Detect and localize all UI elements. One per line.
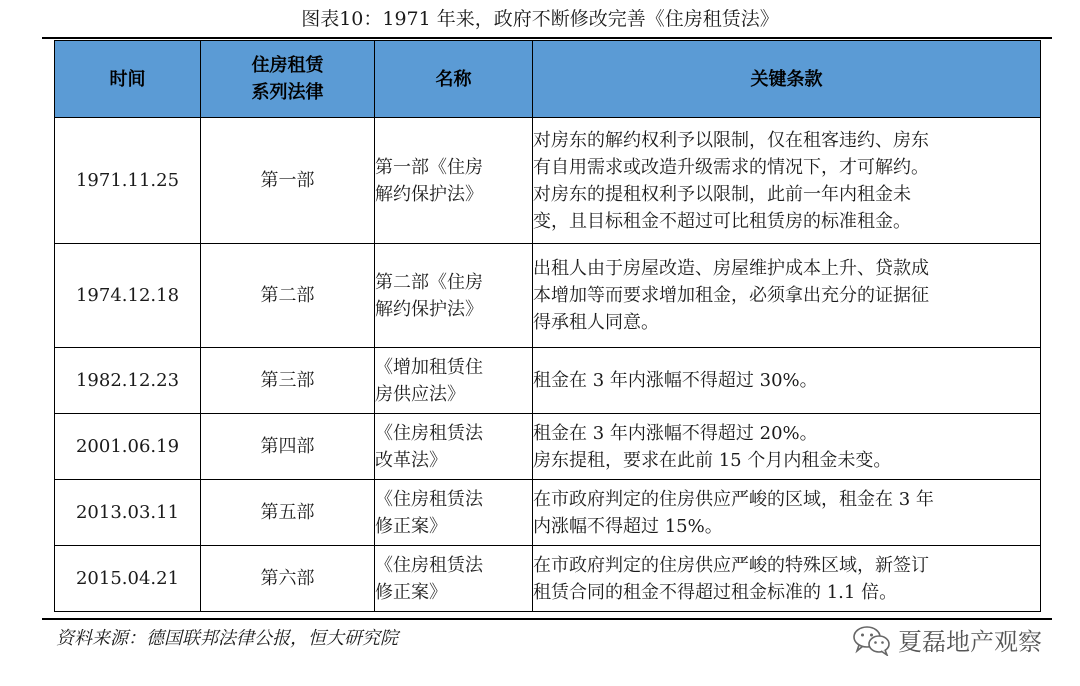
table-row (55, 414, 1041, 480)
table-header-row (55, 41, 1041, 118)
cell-name (375, 348, 533, 414)
cell-time: 1982.12.23 (55, 348, 201, 414)
clause-line: 变，且目标租金不超过可比租赁房的标准租金。 (533, 210, 911, 232)
wechat-icon (852, 624, 892, 656)
name-line: 解约保护法》 (375, 183, 483, 205)
clause-line: 在市政府判定的住房供应严峻的区域，租金在 3 年 (533, 488, 934, 510)
table-row (55, 118, 1041, 244)
cell-time: 1974.12.18 (55, 244, 201, 348)
cell-time: 2001.06.19 (55, 414, 201, 480)
name-line: 改革法》 (375, 449, 447, 471)
top-rule (42, 37, 1052, 39)
cell-time: 2015.04.21 (55, 546, 201, 612)
cell-name (375, 118, 533, 244)
clause-line: 内涨幅不得超过 15%。 (533, 515, 723, 537)
clause-line: 房东提租，要求在此前 15 个月内租金未变。 (533, 449, 892, 471)
clause-line: 本增加等而要求增加租金，必须拿出充分的证据征 (533, 285, 929, 306)
cell-clause (533, 244, 1041, 348)
header-clause: 关键条款 (533, 41, 1041, 118)
cell-clause (533, 118, 1041, 244)
bottom-rule (42, 618, 1052, 620)
clause-line: 租金在 3 年内涨幅不得超过 20%。 (533, 422, 818, 444)
cell-series: 第六部 (201, 546, 375, 612)
header-name: 名称 (375, 41, 533, 118)
source-note: 资料来源：德国联邦法律公报，恒大研究院 (56, 628, 398, 649)
header-series-line2: 系列法律 (251, 82, 324, 103)
clause-line: 租金在 3 年内涨幅不得超过 30%。 (533, 370, 818, 391)
cell-name (375, 244, 533, 348)
name-line: 第一部《住房 (375, 156, 483, 178)
cell-clause (533, 348, 1041, 414)
table-row (55, 348, 1041, 414)
cell-series: 第三部 (201, 348, 375, 414)
clause-line: 有自用需求或改造升级需求的情况下，才可解约。 (533, 156, 929, 178)
cell-series: 第二部 (201, 244, 375, 348)
cell-clause (533, 480, 1041, 546)
table-row (55, 546, 1041, 612)
cell-time: 2013.03.11 (55, 480, 201, 546)
cell-name (375, 414, 533, 480)
watermark (852, 622, 1042, 657)
clause-line: 租赁合同的租金不得超过租金标准的 1.1 倍。 (533, 581, 898, 603)
table-row (55, 244, 1041, 348)
watermark-text: 夏磊地产观察 (898, 628, 1042, 656)
name-line: 解约保护法》 (375, 298, 483, 320)
name-line: 《增加租赁住 (375, 356, 483, 378)
cell-name (375, 546, 533, 612)
name-line: 修正案》 (375, 515, 447, 537)
cell-series: 第一部 (201, 118, 375, 244)
name-line: 《住房租赁法 (375, 422, 483, 444)
name-line: 修正案》 (375, 581, 447, 603)
cell-clause (533, 546, 1041, 612)
clause-line: 在市政府判定的住房供应严峻的特殊区域，新签订 (533, 554, 929, 576)
cell-time: 1971.11.25 (55, 118, 201, 244)
rental-law-table (54, 40, 1041, 612)
cell-series: 第五部 (201, 480, 375, 546)
clause-line: 得承租人同意。 (533, 312, 659, 333)
table-row (55, 480, 1041, 546)
name-line: 《住房租赁法 (375, 554, 483, 576)
header-series (201, 41, 375, 118)
clause-line: 对房东的提租权利予以限制，此前一年内租金未 (533, 183, 911, 205)
figure-title: 图表10：1971 年来，政府不断修改完善《住房租赁法》 (301, 8, 779, 30)
cell-name (375, 480, 533, 546)
name-line: 房供应法》 (375, 383, 465, 405)
header-time: 时间 (55, 41, 201, 118)
name-line: 第二部《住房 (375, 271, 483, 293)
cell-series: 第四部 (201, 414, 375, 480)
clause-line: 对房东的解约权利予以限制，仅在租客违约、房东 (533, 129, 929, 151)
clause-line: 出租人由于房屋改造、房屋维护成本上升、贷款成 (533, 258, 929, 279)
header-series-line1: 住房租赁 (251, 55, 324, 76)
name-line: 《住房租赁法 (375, 488, 483, 510)
cell-clause (533, 414, 1041, 480)
